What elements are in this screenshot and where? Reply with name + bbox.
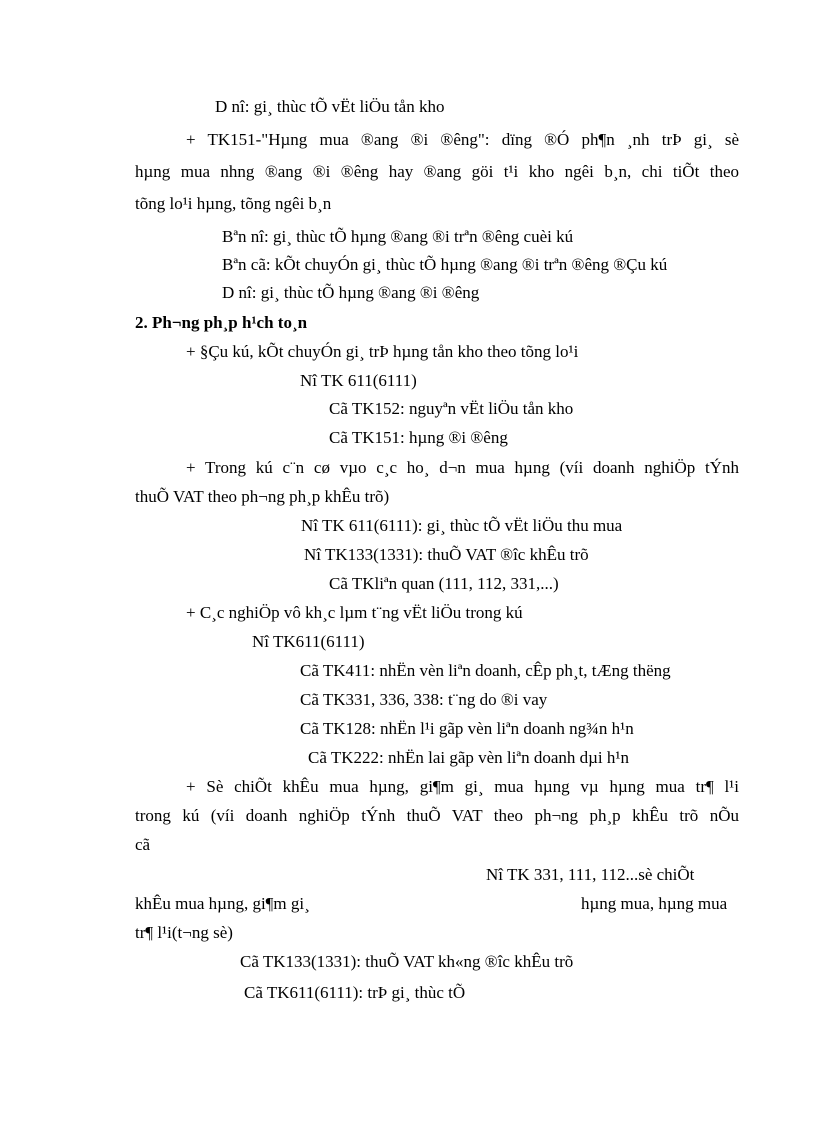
- text-line: + Sè chiÕt khÊu mua hµng, gi¶m gi¸ mua hµng vµ hµng mua tr¶ l¹i: [186, 777, 739, 796]
- text-line: Nî TK 611(6111): gi¸ thùc tÕ vËt liÖu thu mua: [301, 516, 623, 535]
- text-line: hµng mua, hµng mua: [581, 894, 728, 913]
- text-line: trong kú (víi doanh nghiÖp tÝnh thuÕ VAT theo ph¬ng ph¸p khÊu trõ nÕu: [135, 806, 739, 825]
- text-line: Cã TK151: hµng ®i ®êng: [329, 428, 508, 447]
- text-line: Cã TKliªn quan (111, 112, 331,...): [329, 574, 559, 593]
- text-line: Bªn cã: kÕt chuyÓn gi¸ thùc tÕ hµng ®ang ®i trªn ®êng ®Çu kú: [222, 255, 668, 274]
- text-line: cã: [135, 835, 151, 854]
- text-line: Cã TK128: nhËn l¹i gãp vèn liªn doanh ng¾n h¹n: [300, 719, 634, 738]
- text-line: Cã TK411: nhËn vèn liªn doanh, cÊp ph¸t, tÆng thëng: [300, 661, 671, 680]
- text-line: khÊu mua hµng, gi¶m gi¸: [135, 894, 310, 913]
- text-line: Nî TK 611(6111): [300, 371, 417, 390]
- text-line: Cã TK331, 336, 338: t¨ng do ®i vay: [300, 690, 548, 709]
- text-line: tr¶ l¹i(t¬ng sè): [135, 923, 233, 942]
- text-line: Cã TK133(1331): thuÕ VAT kh«ng ®îc khÊu trõ: [240, 952, 574, 971]
- text-line: Nî TK611(6111): [252, 632, 365, 651]
- section-heading: 2. Ph¬ng ph¸p h¹ch to¸n: [135, 313, 308, 332]
- text-line: + §Çu kú, kÕt chuyÓn gi¸ trÞ hµng tån kho theo tõng lo¹i: [186, 342, 579, 361]
- text-line: Cã TK222: nhËn lai gãp vèn liªn doanh dµi h¹n: [308, 748, 629, 767]
- text-line: + TK151-"Hµng mua ®ang ®i ®êng": dïng ®Ó ph¶n ¸nh trÞ gi¸ sè: [186, 130, 739, 149]
- text-line: Bªn nî: gi¸ thùc tÕ hµng ®ang ®i trªn ®êng cuèi kú: [222, 227, 574, 246]
- text-line: + Trong kú c¨n cø vµo c¸c ho¸ d¬n mua hµng (víi doanh nghiÖp tÝnh: [186, 458, 739, 477]
- text-line: thuÕ VAT theo ph¬ng ph¸p khÊu trõ): [135, 487, 390, 506]
- text-line: hµng mua nhng ®ang ®i ®êng hay ®ang göi t¹i kho ngêi b¸n, chi tiÕt theo: [135, 162, 739, 181]
- text-line: Cã TK611(6111): trÞ gi¸ thùc tÕ: [244, 983, 466, 1002]
- text-line: D nî: gi¸ thùc tÕ vËt liÖu tån kho: [215, 97, 445, 116]
- text-line: Nî TK 331, 111, 112...sè chiÕt: [486, 865, 695, 884]
- text-line: D nî: gi¸ thùc tÕ hµng ®ang ®i ®êng: [222, 283, 480, 302]
- text-line: Nî TK133(1331): thuÕ VAT ®îc khÊu trõ: [304, 545, 589, 564]
- text-line: tõng lo¹i hµng, tõng ngêi b¸n: [135, 194, 332, 213]
- text-line: Cã TK152: nguyªn vËt liÖu tån kho: [329, 399, 574, 418]
- text-line: + C¸c nghiÖp vô kh¸c lµm t¨ng vËt liÖu trong kú: [186, 603, 523, 622]
